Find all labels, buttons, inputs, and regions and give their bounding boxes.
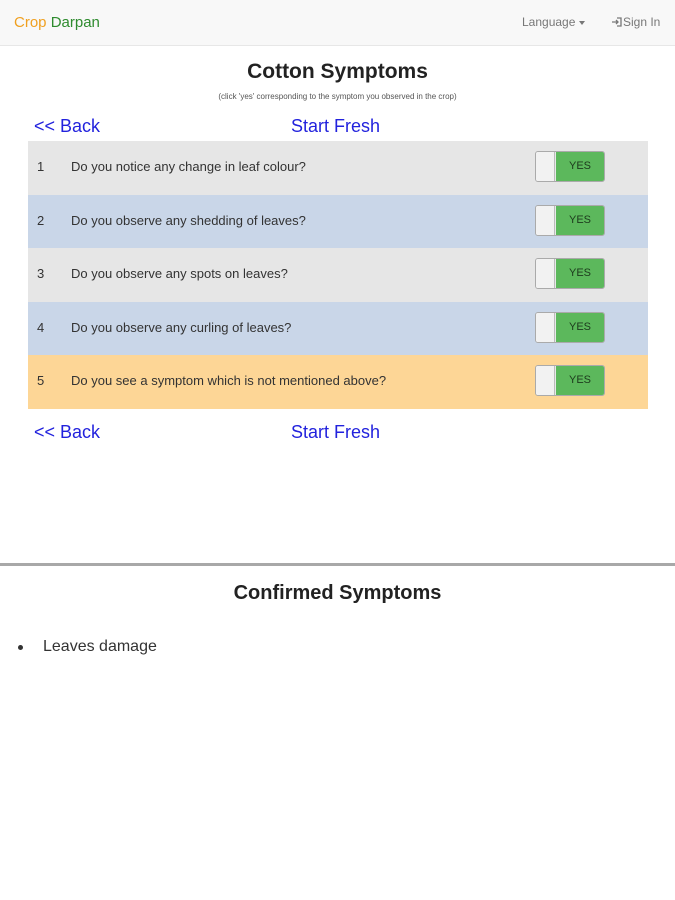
toggle-yes-label: YES — [556, 366, 604, 395]
toggle-knob — [536, 152, 555, 181]
row-number: 2 — [37, 212, 45, 228]
row-number: 5 — [37, 373, 45, 389]
back-link-bottom[interactable]: << Back — [34, 422, 101, 442]
navbar — [0, 0, 675, 46]
symptom-question: Do you observe any spots on leaves? — [71, 266, 288, 282]
signin-label: Sign In — [623, 15, 661, 29]
confirmed-symptoms-title: Confirmed Symptoms — [233, 582, 442, 604]
page-subtitle: (click 'yes' corresponding to the symptom you observed in the crop) — [218, 92, 457, 101]
language-dropdown[interactable] — [522, 15, 585, 29]
toggle-knob — [536, 206, 555, 235]
toggle-yes-label: YES — [556, 313, 604, 342]
caret-down-icon — [579, 21, 585, 25]
bullet-icon — [18, 645, 23, 650]
yes-toggle[interactable] — [535, 258, 605, 289]
start-fresh-link-bottom[interactable]: Start Fresh — [291, 422, 381, 442]
brand-darpan-text: Darpan — [50, 14, 100, 31]
back-link-top[interactable]: << Back — [34, 116, 101, 136]
table-row — [28, 302, 648, 356]
brand-crop-text: Crop — [14, 14, 47, 31]
yes-toggle[interactable] — [535, 205, 605, 236]
table-row — [28, 248, 648, 302]
symptom-question: Do you notice any change in leaf colour? — [71, 159, 306, 174]
row-number: 4 — [37, 319, 45, 335]
toggle-knob — [536, 366, 555, 395]
yes-toggle[interactable] — [535, 151, 605, 182]
symptom-table — [28, 141, 648, 409]
symptom-question: Do you observe any shedding of leaves? — [71, 212, 306, 228]
toggle-knob — [536, 313, 555, 342]
signin-link[interactable] — [611, 15, 660, 29]
yes-toggle[interactable] — [535, 365, 605, 396]
toggle-knob — [536, 259, 555, 288]
toggle-yes-label: YES — [556, 152, 604, 181]
table-row — [28, 355, 648, 409]
table-row — [28, 195, 648, 249]
row-number: 3 — [37, 266, 45, 282]
page-title: Cotton Symptoms — [247, 60, 428, 83]
symptom-question: Do you observe any curling of leaves? — [71, 319, 292, 335]
yes-toggle[interactable] — [535, 312, 605, 343]
brand-logo[interactable] — [14, 14, 100, 31]
table-row — [28, 141, 648, 195]
symptom-question: Do you see a symptom which is not mentioned above? — [71, 373, 387, 389]
toggle-yes-label: YES — [556, 206, 604, 235]
section-divider — [0, 563, 675, 566]
sign-in-icon — [611, 17, 622, 27]
row-number: 1 — [37, 159, 45, 174]
start-fresh-link-top[interactable]: Start Fresh — [291, 116, 381, 136]
confirmed-symptom-text: Leaves damage — [43, 638, 157, 655]
list-item — [18, 638, 157, 656]
toggle-yes-label: YES — [556, 259, 604, 288]
confirmed-symptoms-list — [18, 638, 157, 656]
language-label: Language — [522, 15, 576, 29]
